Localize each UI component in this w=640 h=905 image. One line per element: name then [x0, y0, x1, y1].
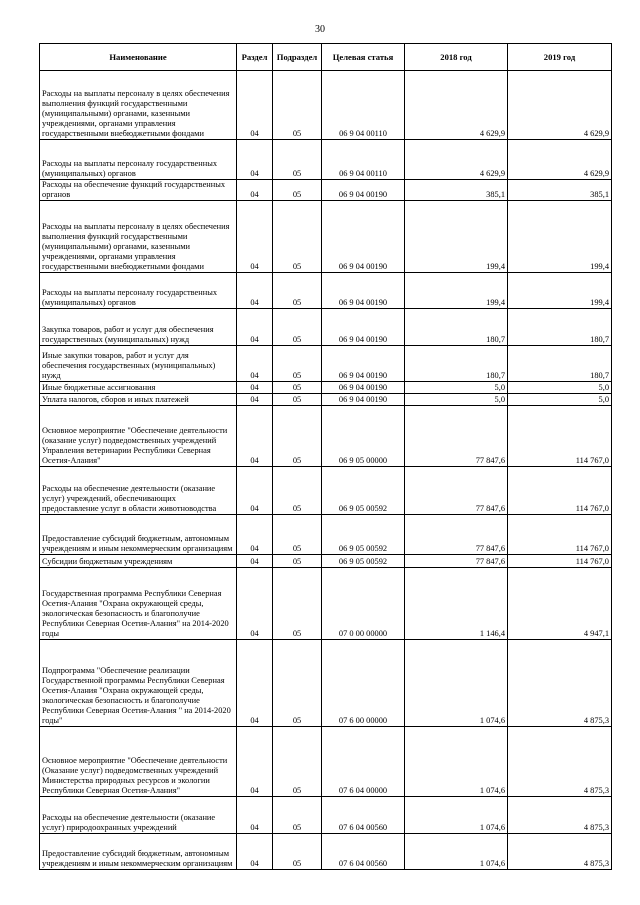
budget-table	[39, 43, 612, 870]
cell-2019: 4 629,9	[508, 140, 612, 180]
cell-tselevaya: 07 6 04 00560	[322, 834, 405, 870]
table-row	[40, 180, 612, 201]
cell-razdel: 04	[237, 382, 273, 394]
cell-2018: 4 629,9	[405, 140, 508, 180]
cell-tselevaya: 06 9 05 00000	[322, 406, 405, 467]
cell-name: Предоставление субсидий бюджетным, автономным учреждениям и иным некоммерческим организациям	[40, 834, 237, 870]
cell-razdel: 04	[237, 834, 273, 870]
cell-2018: 77 847,6	[405, 467, 508, 515]
cell-2019: 4 875,3	[508, 797, 612, 834]
cell-2019: 180,7	[508, 309, 612, 346]
cell-razdel: 04	[237, 568, 273, 640]
cell-razdel: 04	[237, 346, 273, 382]
cell-razdel: 04	[237, 406, 273, 467]
cell-tselevaya: 06 9 04 00190	[322, 346, 405, 382]
cell-2019: 114 767,0	[508, 406, 612, 467]
cell-2018: 4 629,9	[405, 71, 508, 140]
cell-2019: 5,0	[508, 394, 612, 406]
cell-podrazdel: 05	[273, 568, 322, 640]
cell-2019: 4 629,9	[508, 71, 612, 140]
cell-2019: 199,4	[508, 201, 612, 273]
cell-name: Основное мероприятие "Обеспечение деятельности (Оказание услуг) подведомственных учреждений Министерства природных ресурсов и экологии Республики Северная Осетия-Алания"	[40, 727, 237, 797]
cell-2018: 1 074,6	[405, 727, 508, 797]
page-number: 30	[315, 24, 325, 35]
table-row	[40, 406, 612, 467]
cell-tselevaya: 06 9 04 00190	[322, 273, 405, 309]
cell-name: Основное мероприятие "Обеспечение деятельности (оказание услуг) подведомственных учреждений Управления ветеринарии Республики Северная Осетия-Алания"	[40, 406, 237, 467]
cell-2019: 114 767,0	[508, 555, 612, 568]
cell-name: Расходы на выплаты персоналу государственных (муниципальных) органов	[40, 140, 237, 180]
table-row	[40, 201, 612, 273]
cell-tselevaya: 06 9 04 00190	[322, 309, 405, 346]
table-row	[40, 346, 612, 382]
header-tselevaya: Целевая статья	[322, 44, 405, 71]
cell-tselevaya: 07 6 04 00560	[322, 797, 405, 834]
cell-2019: 180,7	[508, 346, 612, 382]
cell-name: Расходы на выплаты персоналу государственных (муниципальных) органов	[40, 273, 237, 309]
cell-2018: 199,4	[405, 201, 508, 273]
cell-name: Расходы на обеспечение функций государственных органов	[40, 180, 237, 201]
header-razdel: Раздел	[237, 44, 273, 71]
table-row	[40, 309, 612, 346]
cell-podrazdel: 05	[273, 834, 322, 870]
table-row	[40, 140, 612, 180]
cell-podrazdel: 05	[273, 71, 322, 140]
cell-tselevaya: 07 6 00 00000	[322, 640, 405, 727]
cell-name: Подпрограмма "Обеспечение реализации Государственной программы Республики Северная Осетия-Алания "Охрана окружающей среды, экологическая безопасность и благополучие Республики Северная Осетия-Алания " на 2014-2020 годы"	[40, 640, 237, 727]
table-row	[40, 467, 612, 515]
header-podrazdel: Подраздел	[273, 44, 322, 71]
cell-podrazdel: 05	[273, 406, 322, 467]
cell-podrazdel: 05	[273, 309, 322, 346]
cell-razdel: 04	[237, 201, 273, 273]
cell-podrazdel: 05	[273, 797, 322, 834]
header-row	[40, 44, 612, 71]
cell-2018: 77 847,6	[405, 406, 508, 467]
cell-podrazdel: 05	[273, 382, 322, 394]
cell-2018: 1 074,6	[405, 640, 508, 727]
cell-podrazdel: 05	[273, 640, 322, 727]
cell-2018: 5,0	[405, 394, 508, 406]
cell-name: Расходы на обеспечение деятельности (оказание услуг) природоохранных учреждений	[40, 797, 237, 834]
cell-2018: 199,4	[405, 273, 508, 309]
cell-tselevaya: 06 9 04 00190	[322, 180, 405, 201]
cell-tselevaya: 06 9 04 00190	[322, 394, 405, 406]
header-2019: 2019 год	[508, 44, 612, 71]
cell-razdel: 04	[237, 394, 273, 406]
cell-2018: 1 074,6	[405, 834, 508, 870]
cell-razdel: 04	[237, 71, 273, 140]
cell-tselevaya: 06 9 05 00592	[322, 515, 405, 555]
cell-tselevaya: 06 9 04 00190	[322, 201, 405, 273]
cell-2018: 180,7	[405, 309, 508, 346]
cell-2018: 1 074,6	[405, 797, 508, 834]
cell-2019: 4 875,3	[508, 640, 612, 727]
cell-2018: 180,7	[405, 346, 508, 382]
cell-name: Расходы на обеспечение деятельности (оказание услуг) учреждений, обеспечивающих предоставление услуг в области животноводства	[40, 467, 237, 515]
cell-name: Иные закупки товаров, работ и услуг для обеспечения государственных (муниципальных) нужд	[40, 346, 237, 382]
cell-tselevaya: 06 9 05 00592	[322, 555, 405, 568]
table-body	[40, 71, 612, 870]
cell-name: Субсидии бюджетным учреждениям	[40, 555, 237, 568]
table-row	[40, 273, 612, 309]
cell-razdel: 04	[237, 515, 273, 555]
cell-2018: 385,1	[405, 180, 508, 201]
cell-2019: 385,1	[508, 180, 612, 201]
cell-2018: 1 146,4	[405, 568, 508, 640]
cell-2019: 4 875,3	[508, 727, 612, 797]
cell-2019: 114 767,0	[508, 515, 612, 555]
cell-razdel: 04	[237, 797, 273, 834]
cell-name: Предоставление субсидий бюджетным, автономным учреждениям и иным некоммерческим организациям	[40, 515, 237, 555]
cell-podrazdel: 05	[273, 555, 322, 568]
cell-razdel: 04	[237, 273, 273, 309]
cell-podrazdel: 05	[273, 727, 322, 797]
table-row	[40, 71, 612, 140]
cell-podrazdel: 05	[273, 394, 322, 406]
cell-podrazdel: 05	[273, 467, 322, 515]
cell-razdel: 04	[237, 555, 273, 568]
cell-name: Расходы на выплаты персоналу в целях обеспечения выполнения функций государственными (муниципальными) органами, казенными учреждениями, органами управления государственными внебюджетными фондами	[40, 201, 237, 273]
cell-razdel: 04	[237, 727, 273, 797]
table-row	[40, 394, 612, 406]
cell-2018: 77 847,6	[405, 555, 508, 568]
table-row	[40, 797, 612, 834]
table-row	[40, 727, 612, 797]
cell-name: Расходы на выплаты персоналу в целях обеспечения выполнения функций государственными (муниципальными) органами, казенными учреждениями, органами управления государственными внебюджетными фондами	[40, 71, 237, 140]
cell-2019: 199,4	[508, 273, 612, 309]
cell-tselevaya: 06 9 04 00190	[322, 382, 405, 394]
cell-podrazdel: 05	[273, 346, 322, 382]
table-row	[40, 515, 612, 555]
cell-podrazdel: 05	[273, 180, 322, 201]
cell-tselevaya: 07 6 04 00000	[322, 727, 405, 797]
table-row	[40, 382, 612, 394]
cell-name: Государственная программа Республики Северная Осетия-Алания "Охрана окружающей среды, экологическая безопасность и благополучие Республики Северная Осетия-Алания" на 2014-2020 годы	[40, 568, 237, 640]
cell-tselevaya: 06 9 04 00110	[322, 140, 405, 180]
table-row	[40, 834, 612, 870]
table-row	[40, 555, 612, 568]
cell-2018: 5,0	[405, 382, 508, 394]
cell-name: Иные бюджетные ассигнования	[40, 382, 237, 394]
table-row	[40, 640, 612, 727]
cell-podrazdel: 05	[273, 140, 322, 180]
header-name: Наименование	[40, 44, 237, 71]
header-2018: 2018 год	[405, 44, 508, 71]
cell-name: Закупка товаров, работ и услуг для обеспечения государственных (муниципальных) нужд	[40, 309, 237, 346]
cell-2019: 5,0	[508, 382, 612, 394]
cell-tselevaya: 06 9 05 00592	[322, 467, 405, 515]
cell-2019: 4 875,3	[508, 834, 612, 870]
cell-name: Уплата налогов, сборов и иных платежей	[40, 394, 237, 406]
cell-tselevaya: 07 0 00 00000	[322, 568, 405, 640]
cell-2019: 114 767,0	[508, 467, 612, 515]
cell-tselevaya: 06 9 04 00110	[322, 71, 405, 140]
cell-razdel: 04	[237, 467, 273, 515]
cell-razdel: 04	[237, 640, 273, 727]
cell-razdel: 04	[237, 140, 273, 180]
cell-podrazdel: 05	[273, 515, 322, 555]
cell-podrazdel: 05	[273, 273, 322, 309]
table-row	[40, 568, 612, 640]
cell-razdel: 04	[237, 309, 273, 346]
cell-2019: 4 947,1	[508, 568, 612, 640]
cell-2018: 77 847,6	[405, 515, 508, 555]
cell-razdel: 04	[237, 180, 273, 201]
cell-podrazdel: 05	[273, 201, 322, 273]
table-header	[40, 44, 612, 71]
